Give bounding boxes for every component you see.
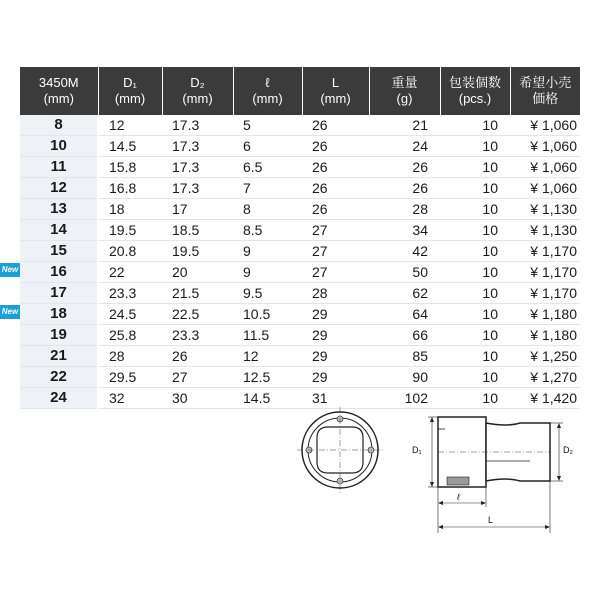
cell-l-small: 9 (233, 241, 302, 262)
cell-size: 11 (20, 157, 98, 178)
cell-price: ¥ 1,130 (510, 220, 580, 241)
header-pack-qty (440, 67, 510, 115)
cell-pack-qty: 10 (440, 346, 510, 367)
cell-size: 21 (20, 346, 98, 367)
table-row (20, 115, 580, 136)
spec-table (20, 67, 580, 409)
cell-pack-qty: 10 (440, 367, 510, 388)
cell-weight: 102 (369, 388, 440, 409)
cell-price: ¥ 1,180 (510, 325, 580, 346)
table-row (20, 157, 580, 178)
cell-price: ¥ 1,170 (510, 241, 580, 262)
header-line1: 3450M (38, 75, 79, 90)
header-line1: D₂ (190, 75, 205, 90)
header-line2: (mm) (320, 91, 351, 106)
cell-d1: 12 (98, 115, 162, 136)
cell-d2: 23.3 (162, 325, 233, 346)
new-badge-16: New (0, 263, 20, 277)
cell-d1: 14.5 (98, 136, 162, 157)
header-line1: 希望小売 (519, 75, 572, 90)
cell-pack-qty: 10 (440, 283, 510, 304)
cell-d2: 21.5 (162, 283, 233, 304)
cell-d1: 32 (98, 388, 162, 409)
cell-weight: 21 (369, 115, 440, 136)
cell-size: 19 (20, 325, 98, 346)
cell-pack-qty: 10 (440, 304, 510, 325)
cell-size: 15 (20, 241, 98, 262)
cell-weight: 42 (369, 241, 440, 262)
d1-label: D₁ (412, 445, 422, 455)
table-row (20, 367, 580, 388)
cell-d2: 27 (162, 367, 233, 388)
cell-size: 8 (20, 115, 98, 136)
cell-l-small: 8 (233, 199, 302, 220)
header-l-small (233, 67, 302, 115)
cell-l-small: 11.5 (233, 325, 302, 346)
cell-l: 29 (302, 325, 369, 346)
cell-l-small: 12.5 (233, 367, 302, 388)
cell-d1: 28 (98, 346, 162, 367)
header-l (302, 67, 369, 115)
header-line2: (mm) (114, 91, 146, 106)
table-row (20, 199, 580, 220)
table-row (20, 136, 580, 157)
header-line2: 価格 (532, 91, 559, 106)
cell-l-small: 5 (233, 115, 302, 136)
cell-price: ¥ 1,170 (510, 283, 580, 304)
table-row (20, 262, 580, 283)
cell-d1: 25.8 (98, 325, 162, 346)
cell-weight: 50 (369, 262, 440, 283)
cell-price: ¥ 1,420 (510, 388, 580, 409)
socket-end-view (297, 407, 383, 493)
cell-d2: 30 (162, 388, 233, 409)
cell-weight: 24 (369, 136, 440, 157)
cell-l-small: 9 (233, 262, 302, 283)
cell-pack-qty: 10 (440, 178, 510, 199)
cell-l: 27 (302, 220, 369, 241)
cell-price: ¥ 1,060 (510, 136, 580, 157)
cell-price: ¥ 1,130 (510, 199, 580, 220)
header-line1: 包装個数 (448, 75, 501, 90)
cell-size: 17 (20, 283, 98, 304)
header-line2: (mm) (182, 91, 213, 106)
cell-d1: 18 (98, 199, 162, 220)
cell-price: ¥ 1,060 (510, 115, 580, 136)
cell-weight: 90 (369, 367, 440, 388)
cell-pack-qty: 10 (440, 136, 510, 157)
cell-d1: 15.8 (98, 157, 162, 178)
cell-d2: 17.3 (162, 136, 233, 157)
cell-l: 28 (302, 283, 369, 304)
cell-l-small: 6 (233, 136, 302, 157)
cell-weight: 62 (369, 283, 440, 304)
cell-d1: 23.3 (98, 283, 162, 304)
cell-l: 27 (302, 262, 369, 283)
square-drive-detail (447, 477, 469, 485)
cell-l: 26 (302, 115, 369, 136)
header-line1: 重量 (391, 75, 418, 90)
cell-d1: 24.5 (98, 304, 162, 325)
header-d1 (98, 67, 162, 115)
cell-l-small: 10.5 (233, 304, 302, 325)
cell-price: ¥ 1,250 (510, 346, 580, 367)
cell-d1: 22 (98, 262, 162, 283)
cell-price: ¥ 1,060 (510, 157, 580, 178)
cell-l: 31 (302, 388, 369, 409)
cell-size: 13 (20, 199, 98, 220)
cell-weight: 26 (369, 157, 440, 178)
cell-l: 26 (302, 157, 369, 178)
cell-d2: 19.5 (162, 241, 233, 262)
l-label: L (488, 515, 494, 525)
cell-size: 18 (20, 304, 98, 325)
header-line1: L (331, 75, 340, 90)
cell-size: 16 (20, 262, 98, 283)
cell-d2: 20 (162, 262, 233, 283)
table-row (20, 241, 580, 262)
cell-l: 27 (302, 241, 369, 262)
cell-d1: 20.8 (98, 241, 162, 262)
cell-l-small: 8.5 (233, 220, 302, 241)
cell-pack-qty: 10 (440, 157, 510, 178)
cell-d2: 17.3 (162, 115, 233, 136)
cell-d2: 17 (162, 199, 233, 220)
header-row (20, 67, 580, 115)
table-row (20, 304, 580, 325)
cell-l-small: 6.5 (233, 157, 302, 178)
table-header (20, 67, 580, 115)
header-price (510, 67, 580, 115)
cell-pack-qty: 10 (440, 241, 510, 262)
cell-pack-qty: 10 (440, 325, 510, 346)
header-model (20, 67, 98, 115)
cell-weight: 85 (369, 346, 440, 367)
cell-price: ¥ 1,270 (510, 367, 580, 388)
header-line2: (mm) (43, 91, 74, 106)
cell-weight: 26 (369, 178, 440, 199)
cell-pack-qty: 10 (440, 199, 510, 220)
cell-l-small: 14.5 (233, 388, 302, 409)
cell-size: 10 (20, 136, 98, 157)
cell-weight: 64 (369, 304, 440, 325)
cell-weight: 66 (369, 325, 440, 346)
cell-size: 12 (20, 178, 98, 199)
cell-l: 29 (302, 304, 369, 325)
cell-d2: 17.3 (162, 178, 233, 199)
cell-pack-qty: 10 (440, 220, 510, 241)
header-d2 (162, 67, 233, 115)
cell-price: ¥ 1,170 (510, 262, 580, 283)
header-line2: (mm) (252, 91, 283, 106)
header-line2: (pcs.) (458, 91, 492, 106)
cell-d1: 29.5 (98, 367, 162, 388)
cell-size: 24 (20, 388, 98, 409)
cell-l-small: 12 (233, 346, 302, 367)
cell-size: 22 (20, 367, 98, 388)
cell-l-small: 7 (233, 178, 302, 199)
table-row (20, 283, 580, 304)
table-body (20, 115, 580, 409)
socket-diagram (295, 405, 585, 540)
cell-weight: 34 (369, 220, 440, 241)
cell-l: 26 (302, 199, 369, 220)
cell-price: ¥ 1,060 (510, 178, 580, 199)
header-line1: ℓ (265, 75, 270, 90)
cell-pack-qty: 10 (440, 115, 510, 136)
header-line2: (g) (396, 91, 413, 106)
cell-l: 26 (302, 136, 369, 157)
cell-d1: 19.5 (98, 220, 162, 241)
table-row (20, 325, 580, 346)
cell-d2: 17.3 (162, 157, 233, 178)
l-small-label: ℓ (457, 492, 460, 502)
cell-size: 14 (20, 220, 98, 241)
header-line1: D₁ (123, 75, 137, 90)
cell-l: 29 (302, 367, 369, 388)
new-badge-18: New (0, 305, 20, 319)
cell-pack-qty: 10 (440, 262, 510, 283)
cell-d2: 18.5 (162, 220, 233, 241)
header-weight (369, 67, 440, 115)
cell-l: 26 (302, 178, 369, 199)
table-row (20, 346, 580, 367)
cell-l-small: 9.5 (233, 283, 302, 304)
cell-pack-qty: 10 (440, 388, 510, 409)
table-row (20, 220, 580, 241)
cell-l: 29 (302, 346, 369, 367)
cell-d1: 16.8 (98, 178, 162, 199)
cell-weight: 28 (369, 199, 440, 220)
cell-d2: 26 (162, 346, 233, 367)
d2-label: D₂ (563, 445, 573, 455)
table-row (20, 178, 580, 199)
cell-price: ¥ 1,180 (510, 304, 580, 325)
socket-side-view (412, 417, 573, 533)
cell-d2: 22.5 (162, 304, 233, 325)
